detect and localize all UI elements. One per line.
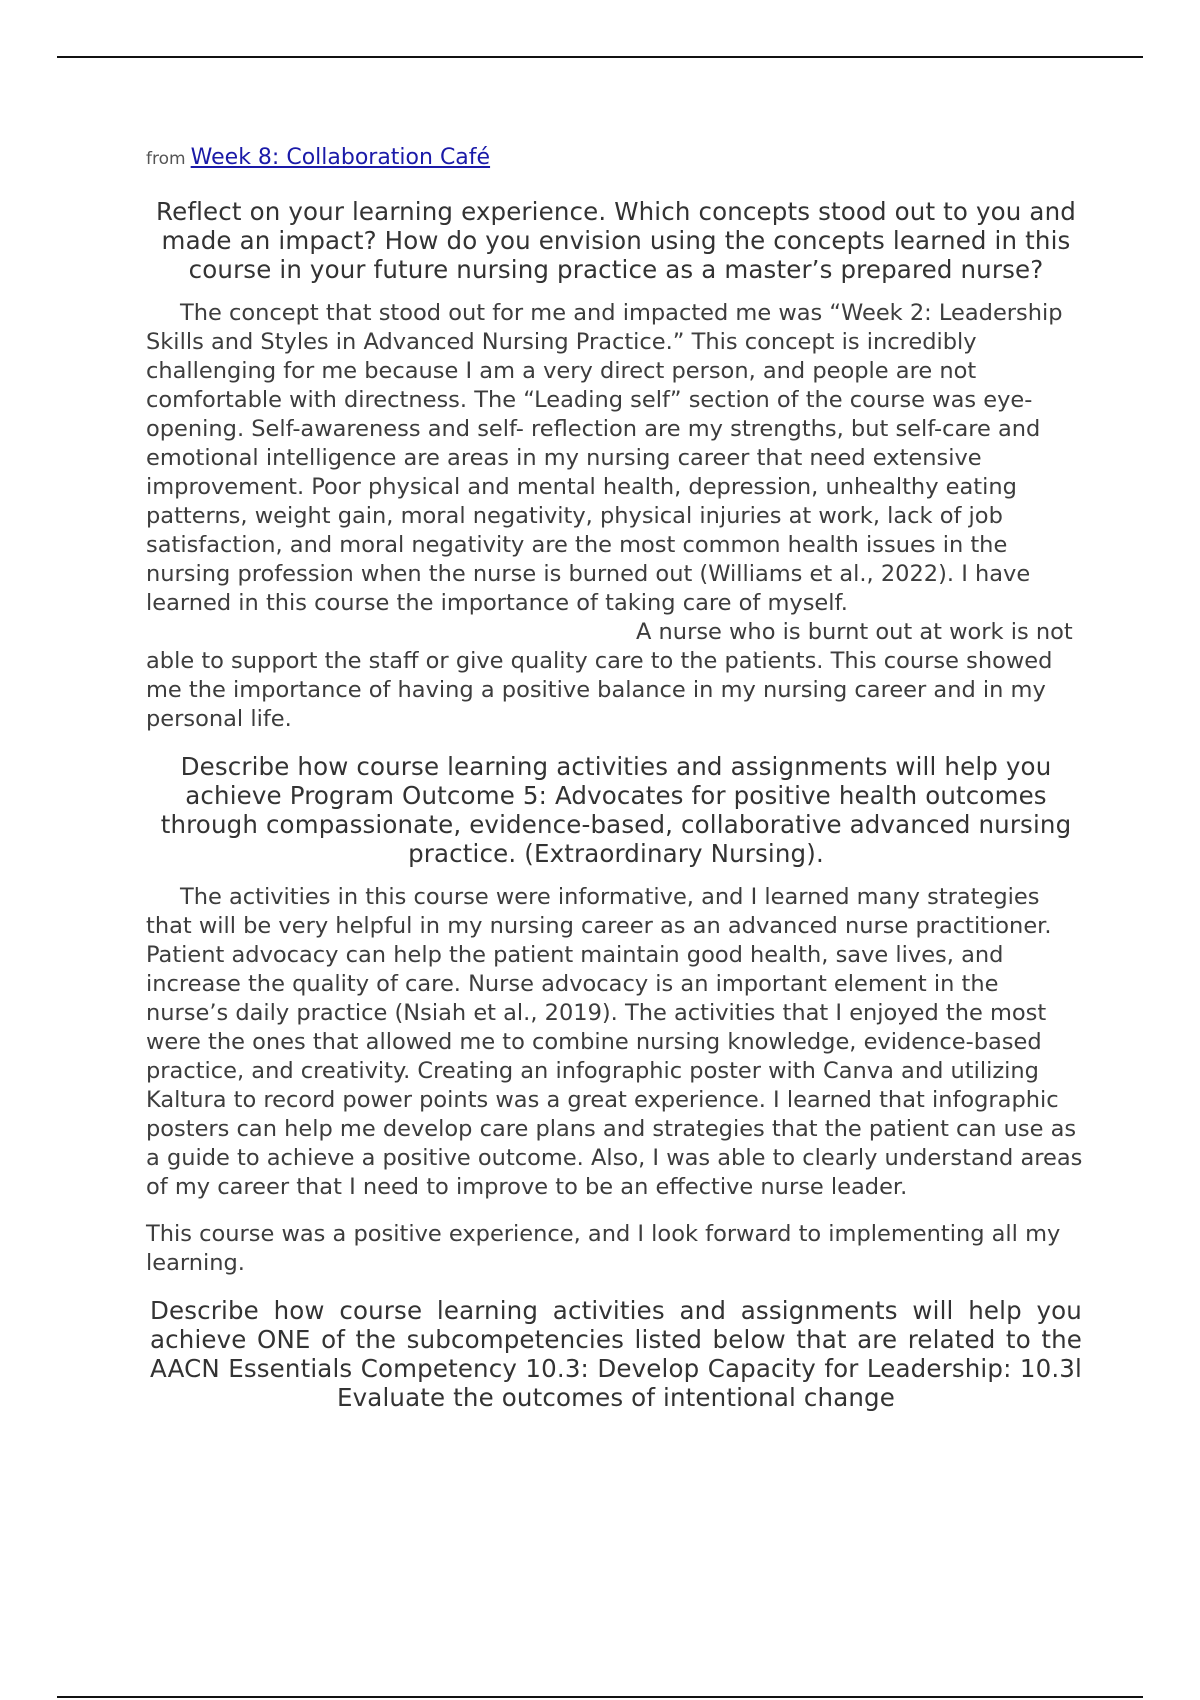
answer-2: The activities in this course were informative, and I learned many strategies that will be very helpful in my nursing career as an advanced nurse practitioner. Patient advocacy can help the patient maintain good health, save lives, and increase the quality of care. Nurse advocacy is an important element in the nurse’s daily practice (Nsiah et al., 2019). The activities that I enjoyed the most were the ones that allowed me to combine nursing knowledge, evidence-based practice, and creativity. Creating an infographic poster with Canva and utilizing Kaltura to record power points was a great experience. I learned that infographic posters can help me develop care plans and strategies that the patient can use as a guide to achieve a positive outcome. Also, I was able to clearly understand areas of my career that I need to improve to be an effective nurse leader. (146, 884, 1083, 1200)
question-2: Describe how course learning activities and assignments will help you achieve Program Outcome 5: Advocates for positive health outcomes through compassionate, evidence-based, collaborative advanced nursing practice. (Extraordinary Nursing). (160, 752, 1072, 868)
answer-1 (146, 299, 1086, 734)
question-3: Describe how course learning activities and assignments will help you achieve ONE of the subcompetencies listed below that are related to the AACN Essentials Competency 10.3: Develop Capacity for Leadership: 10.3l Evaluate the outcomes of intentional change (150, 1296, 1082, 1412)
top-rule (57, 56, 1143, 58)
bottom-rule (57, 1696, 1143, 1698)
source-link[interactable]: Week 8: Collaboration Café (190, 145, 491, 170)
answer-1-part-2: A nurse who is burnt out at work is not able to support the staff or give quality care to the patients. This course showed me the importance of having a positive balance in my nursing career and in my personal life. (146, 619, 1073, 732)
question-1: Reflect on your learning experience. Which concepts stood out to you and made an impact? How do you envision using the concepts learned in this course in your future nursing practice as a master’s prepared nurse? (156, 197, 1076, 284)
source-line (146, 140, 1086, 177)
answer-2-closing: This course was a positive experience, and I look forward to implementing all my learning. (146, 1221, 1061, 1276)
answer-1-part-1: The concept that stood out for me and impacted me was “Week 2: Leadership Skills and Styles in Advanced Nursing Practice.” This concept is incredibly challenging for me because I am a very direct person, and people are not comfortable with directness. The “Leading self” section of the course was eye-opening. Self-awareness and self- reflection are my strengths, but self-care and emotional intelligence are areas in my nursing career that need extensive improvement. Poor physical and mental health, depression, unhealthy eating patterns, weight gain, moral negativity, physical injuries at work, lack of job satisfaction, and moral negativity are the most common health issues in the nursing profession when the nurse is burned out (Williams et al., 2022). I have learned in this course the importance of taking care of myself. (146, 300, 1063, 616)
from-label: from (146, 149, 186, 169)
document-body (146, 140, 1086, 1427)
